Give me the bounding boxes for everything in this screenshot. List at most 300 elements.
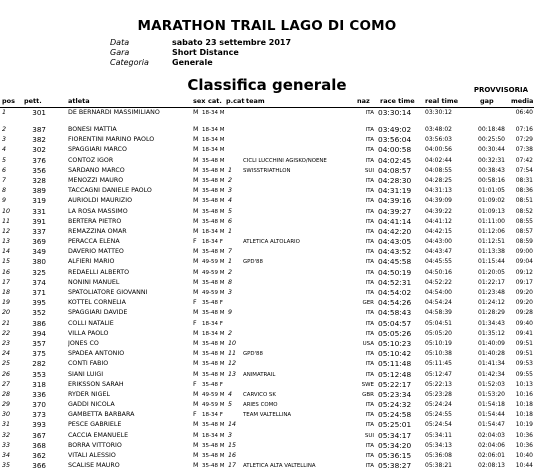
ranking-title: Classifica generale xyxy=(187,76,347,94)
cell-media: 09:12 xyxy=(515,268,533,276)
cell-pcat: 12 xyxy=(228,360,237,368)
cell-pos: 14 xyxy=(2,248,11,256)
cell-cat: 49-59 M xyxy=(202,290,224,296)
cell-cat: 35-48 M xyxy=(202,442,224,449)
cell-sex: M xyxy=(193,329,199,337)
cell-race: 03:56:04 xyxy=(378,135,412,145)
cell-naz: ITA xyxy=(365,463,374,470)
cell-media: 08:31 xyxy=(515,176,533,184)
cell-atleta: JONES CO xyxy=(68,339,99,347)
cell-gap: 01:11:00 xyxy=(478,217,505,225)
cell-atleta: COLLI NATALIE xyxy=(68,319,114,327)
cell-cat: 35-48 M xyxy=(202,279,224,286)
cell-pett: 387 xyxy=(32,125,46,134)
cell-gap: 01:12:51 xyxy=(478,238,505,246)
cell-atleta: CONTI FABIO xyxy=(68,360,109,368)
cell-race: 05:12:48 xyxy=(378,369,412,379)
cell-pett: 382 xyxy=(32,135,46,145)
cell-pett: 325 xyxy=(32,267,46,277)
cell-atleta: TACCAGNI DANIELE PAOLO xyxy=(68,187,152,195)
cell-pcat: 14 xyxy=(228,421,237,429)
cell-pett: 380 xyxy=(32,257,46,267)
table-row xyxy=(0,319,534,329)
cell-pos: 3 xyxy=(2,136,7,144)
cell-atleta: LA ROSA MASSIMO xyxy=(68,207,128,215)
cell-race: 04:58:43 xyxy=(378,308,412,318)
cell-pett: 331 xyxy=(32,206,46,216)
table-row xyxy=(0,227,534,237)
cell-media: 08:51 xyxy=(515,197,533,205)
table-row xyxy=(0,176,534,186)
cell-cat: 18-34 M xyxy=(202,432,224,439)
cell-real: 05:24:54 xyxy=(425,421,452,429)
cell-pett: 362 xyxy=(32,451,46,460)
cell-naz: ITA xyxy=(365,310,374,317)
cell-sex: M xyxy=(193,258,199,266)
cell-pett: 337 xyxy=(32,226,46,236)
cell-race: 05:10:42 xyxy=(378,349,412,359)
cell-real: 04:42:15 xyxy=(425,227,452,235)
table-row xyxy=(0,166,534,176)
cell-pos: 24 xyxy=(2,350,11,358)
cell-race: 05:04:57 xyxy=(378,318,412,328)
cell-sex: M xyxy=(193,431,199,439)
cell-pos: 35 xyxy=(2,462,11,470)
cell-gap: 01:34:43 xyxy=(478,319,505,327)
cell-naz: ITA xyxy=(365,218,374,225)
cell-cat: 35-48 F xyxy=(202,300,223,307)
cell-real: 04:43:47 xyxy=(425,248,452,256)
results-table xyxy=(0,108,534,471)
cell-pcat: 10 xyxy=(228,339,237,347)
cell-race: 05:34:20 xyxy=(378,440,412,450)
cell-naz: GER xyxy=(362,300,374,307)
cell-naz: ITA xyxy=(365,330,374,337)
cell-media: 09:17 xyxy=(515,278,533,286)
cell-sex: M xyxy=(193,339,199,347)
cell-pett: 395 xyxy=(32,298,46,308)
table-row xyxy=(0,257,534,267)
cell-naz: ITA xyxy=(365,239,374,246)
cell-gap: 01:53:20 xyxy=(478,390,505,398)
cell-pett: 389 xyxy=(32,186,46,196)
cell-cat: 35-48 M xyxy=(202,340,224,347)
cell-sex: F xyxy=(193,299,197,307)
cell-pos: 5 xyxy=(2,156,7,164)
cell-pos: 9 xyxy=(2,197,7,205)
cell-gap: 01:54:47 xyxy=(478,421,505,429)
cell-atleta: AURIOLDI MAURIZIO xyxy=(68,197,133,205)
cell-gap: 01:15:44 xyxy=(478,258,505,266)
cell-naz: ITA xyxy=(365,157,374,164)
cell-cat: 35-48 M xyxy=(202,310,224,317)
cell-real: 05:05:20 xyxy=(425,329,452,337)
cell-media: 09:41 xyxy=(515,329,533,337)
cell-naz: ITA xyxy=(365,442,374,449)
cell-race: 03:49:02 xyxy=(378,125,412,134)
cell-pett: 391 xyxy=(32,216,46,226)
cell-atleta: REDAELLI ALBERTO xyxy=(68,268,130,276)
cell-pcat: 1 xyxy=(228,227,233,235)
cell-pos: 1 xyxy=(2,109,7,116)
cell-pett: 368 xyxy=(32,440,46,450)
cell-race: 04:41:14 xyxy=(378,216,412,226)
col-naz: naz xyxy=(357,97,370,105)
cell-sex: M xyxy=(193,217,199,225)
cell-pos: 4 xyxy=(2,146,7,154)
cell-race: 04:39:16 xyxy=(378,196,412,206)
cell-cat: 18-34 M xyxy=(202,147,224,154)
cell-atleta: REMAZZINA OMAR xyxy=(68,227,127,235)
cell-pcat: 17 xyxy=(228,462,237,470)
col-gap: gap xyxy=(480,97,494,105)
cell-gap: 02:04:03 xyxy=(478,431,505,439)
cell-real: 04:43:00 xyxy=(425,238,452,246)
cell-media: 08:59 xyxy=(515,238,533,246)
cell-real: 04:00:56 xyxy=(425,146,452,154)
cell-pett: 328 xyxy=(32,175,46,185)
cell-pett: 374 xyxy=(32,277,46,287)
cell-cat: 18-34 M xyxy=(202,127,224,133)
cell-pos: 11 xyxy=(2,217,11,225)
cell-sex: M xyxy=(193,126,199,133)
cell-pcat: 15 xyxy=(228,441,237,449)
cell-media: 07:42 xyxy=(515,156,533,164)
cell-sex: M xyxy=(193,390,199,398)
meta-value: sabato 23 settembre 2017 xyxy=(172,38,292,47)
cell-race: 03:30:14 xyxy=(378,108,412,117)
table-row xyxy=(0,125,534,135)
cell-gap: 02:08:13 xyxy=(478,462,505,470)
cell-atleta: SARDANO MARCO xyxy=(68,166,125,174)
cell-pos: 6 xyxy=(2,166,7,174)
cell-gap: 02:06:01 xyxy=(478,452,505,459)
cell-sex: M xyxy=(193,350,199,358)
cell-gap: 00:38:43 xyxy=(478,166,505,174)
table-row xyxy=(0,207,534,217)
cell-race: 04:28:30 xyxy=(378,175,412,185)
cell-pos: 27 xyxy=(2,380,11,388)
cell-cat: 35-48 M xyxy=(202,453,224,459)
cell-atleta: ERIKSSON SARAH xyxy=(68,380,124,388)
col-pcat: p.cat xyxy=(226,97,245,105)
provisional-label: PROVVISORIA xyxy=(473,86,528,94)
table-row xyxy=(0,186,534,196)
cell-race: 04:39:27 xyxy=(378,206,412,216)
cell-atleta: KOTTEL CORNELIA xyxy=(68,299,126,307)
cell-atleta: DE BERNARDI MASSIMILIANO xyxy=(68,109,160,116)
cell-sex: M xyxy=(193,227,199,235)
cell-media: 08:52 xyxy=(515,207,533,215)
cell-cat: 18-34 M xyxy=(202,110,224,116)
cell-race: 05:24:58 xyxy=(378,410,412,420)
cell-sex: M xyxy=(193,109,199,116)
cell-naz: ITA xyxy=(365,208,374,215)
cell-pett: 373 xyxy=(32,410,46,420)
cell-real: 04:39:22 xyxy=(425,207,452,215)
table-row xyxy=(0,451,534,461)
col-cat: cat. xyxy=(208,97,222,105)
cell-cat: 35-48 M xyxy=(202,463,224,470)
cell-atleta: SPAGGIARI MARCO xyxy=(68,146,127,154)
table-row xyxy=(0,196,534,206)
cell-naz: ITA xyxy=(365,422,374,429)
cell-cat: 18-34 F xyxy=(202,239,223,246)
cell-gap: 01:23:48 xyxy=(478,289,505,296)
cell-pcat: 2 xyxy=(228,329,233,337)
cell-real: 05:04:51 xyxy=(425,319,452,327)
cell-sex: M xyxy=(193,370,199,378)
cell-pett: 371 xyxy=(32,288,46,297)
cell-race: 04:00:58 xyxy=(378,145,412,155)
cell-media: 10:36 xyxy=(515,431,533,439)
cell-real: 05:34:11 xyxy=(425,431,452,439)
cell-real: 05:10:19 xyxy=(425,339,452,347)
cell-sex: M xyxy=(193,176,199,184)
col-real-time: real time xyxy=(425,97,459,105)
cell-race: 05:24:32 xyxy=(378,400,412,410)
col-media: media xyxy=(511,97,534,105)
cell-media: 09:20 xyxy=(515,299,533,307)
cell-pos: 26 xyxy=(2,370,11,378)
cell-real: 05:24:55 xyxy=(425,411,452,419)
cell-pett: 282 xyxy=(32,359,46,369)
cell-pos: 22 xyxy=(2,329,11,337)
cell-pcat: 3 xyxy=(228,431,233,439)
cell-naz: ITA xyxy=(365,228,374,235)
table-row xyxy=(0,108,534,125)
cell-atleta: BERTERA PIETRO xyxy=(68,217,122,225)
cell-team: SWISSTRIATHLON xyxy=(243,167,291,174)
cell-cat: 18-34 M xyxy=(202,137,224,144)
cell-cat: 49-59 M xyxy=(202,269,224,276)
cell-race: 05:23:34 xyxy=(378,389,412,399)
cell-naz: ITA xyxy=(365,110,374,116)
cell-gap: 01:41:34 xyxy=(478,360,505,368)
cell-pett: 318 xyxy=(32,379,46,389)
cell-media: 07:29 xyxy=(515,136,533,144)
cell-atleta: GAMBETTA BARBARA xyxy=(68,411,135,419)
cell-sex: M xyxy=(193,462,199,470)
cell-sex: F xyxy=(193,411,197,419)
cell-pos: 28 xyxy=(2,390,11,398)
cell-pos: 19 xyxy=(2,299,11,307)
cell-pett: 367 xyxy=(32,430,46,440)
cell-sex: M xyxy=(193,187,199,195)
cell-media: 09:40 xyxy=(515,319,533,327)
col-pos: pos xyxy=(2,97,15,105)
cell-gap: 00:30:44 xyxy=(478,146,505,154)
cell-cat: 35-48 M xyxy=(202,371,224,378)
cell-media: 09:55 xyxy=(515,370,533,378)
cell-atleta: PERACCA ELENA xyxy=(68,238,120,246)
cell-real: 04:02:44 xyxy=(425,156,452,164)
cell-naz: ITA xyxy=(365,127,374,133)
cell-media: 10:16 xyxy=(515,390,533,398)
cell-naz: ITA xyxy=(365,361,374,368)
table-row xyxy=(0,370,534,380)
cell-naz: ITA xyxy=(365,147,374,154)
cell-cat: 35-48 M xyxy=(202,157,224,164)
cell-gap: 00:58:16 xyxy=(478,176,505,184)
cell-pos: 12 xyxy=(2,227,11,235)
cell-pos: 10 xyxy=(2,207,11,215)
cell-real: 05:38:21 xyxy=(425,462,452,470)
cell-pett: 357 xyxy=(32,338,46,348)
cell-pett: 302 xyxy=(32,145,46,155)
cell-pos: 7 xyxy=(2,176,7,184)
cell-gap: 01:22:17 xyxy=(478,278,505,286)
cell-pos: 31 xyxy=(2,421,11,429)
cell-media: 09:53 xyxy=(515,360,533,368)
cell-race: 04:42:20 xyxy=(378,226,412,236)
cell-pos: 16 xyxy=(2,268,11,276)
cell-media: 07:16 xyxy=(515,126,533,133)
cell-gap: 01:12:06 xyxy=(478,227,505,235)
cell-media: 09:51 xyxy=(515,350,533,358)
cell-gap: 02:04:06 xyxy=(478,441,505,449)
cell-sex: M xyxy=(193,278,199,286)
cell-pcat: 4 xyxy=(228,197,233,205)
cell-atleta: RYDER NIGEL xyxy=(68,390,110,398)
cell-atleta: FIORENTINI MARINO PAOLO xyxy=(68,136,155,144)
cell-cat: 35-48 F xyxy=(202,381,223,388)
cell-real: 05:36:08 xyxy=(425,452,452,459)
cell-pos: 17 xyxy=(2,278,11,286)
table-row xyxy=(0,441,534,451)
cell-pcat: 9 xyxy=(228,309,233,317)
cell-gap: 00:25:50 xyxy=(478,136,505,144)
cell-media: 09:28 xyxy=(515,309,533,317)
cell-pett: 393 xyxy=(32,420,46,430)
cell-race: 05:34:17 xyxy=(378,430,412,440)
cell-gap: 01:42:34 xyxy=(478,370,505,378)
cell-atleta: DAVERIO MATTEO xyxy=(68,248,124,256)
cell-race: 05:25:01 xyxy=(378,420,412,430)
cell-atleta: VITALI ALESSIO xyxy=(68,452,116,459)
cell-gap: 01:24:12 xyxy=(478,299,505,307)
meta-value: Short Distance xyxy=(172,48,239,57)
cell-race: 04:54:26 xyxy=(378,298,412,308)
cell-naz: USA xyxy=(362,340,374,347)
cell-pos: 33 xyxy=(2,441,11,449)
cell-sex: M xyxy=(193,401,199,409)
cell-pett: 301 xyxy=(32,108,46,117)
cell-sex: M xyxy=(193,360,199,368)
cell-gap: 01:40:09 xyxy=(478,339,505,347)
cell-pos: 8 xyxy=(2,187,7,195)
cell-cat: 35-48 M xyxy=(202,422,224,429)
race-title: MARATHON TRAIL LAGO DI COMO xyxy=(137,18,397,34)
table-row xyxy=(0,339,534,349)
cell-pcat: 7 xyxy=(228,248,233,256)
cell-gap: 01:09:13 xyxy=(478,207,505,215)
cell-real: 03:48:02 xyxy=(425,126,452,133)
cell-sex: M xyxy=(193,441,199,449)
cell-pos: 2 xyxy=(2,126,7,133)
cell-sex: M xyxy=(193,136,199,144)
cell-naz: SUI xyxy=(364,432,374,439)
cell-team: GPD'88 xyxy=(243,351,263,358)
cell-gap: 01:35:12 xyxy=(478,329,505,337)
cell-atleta: NONINI MANUEL xyxy=(68,278,120,286)
cell-real: 04:45:55 xyxy=(425,258,452,266)
cell-sex: M xyxy=(193,268,199,276)
cell-cat: 18-34 M xyxy=(202,330,224,337)
table-row xyxy=(0,410,534,420)
cell-pos: 29 xyxy=(2,401,11,409)
cell-atleta: SPADEA ANTONIO xyxy=(68,350,125,358)
table-row xyxy=(0,247,534,257)
cell-team: GPD'88 xyxy=(243,259,263,266)
cell-race: 05:10:23 xyxy=(378,338,412,348)
cell-sex: M xyxy=(193,248,199,256)
cell-atleta: SPAGGIARI DAVIDE xyxy=(68,309,128,317)
table-row xyxy=(0,237,534,247)
cell-race: 05:22:17 xyxy=(378,379,412,389)
table-row xyxy=(0,268,534,278)
cell-pcat: 13 xyxy=(228,370,237,378)
cell-real: 05:22:13 xyxy=(425,380,452,388)
cell-sex: M xyxy=(193,421,199,429)
cell-pett: 336 xyxy=(32,389,46,399)
table-row xyxy=(0,156,534,166)
col-race-time: race time xyxy=(380,97,415,105)
cell-race: 04:02:45 xyxy=(378,155,412,165)
cell-race: 04:31:19 xyxy=(378,186,412,196)
col-sex: sex xyxy=(193,97,206,105)
cell-real: 04:31:13 xyxy=(425,187,452,195)
cell-sex: F xyxy=(193,238,197,246)
cell-race: 05:36:15 xyxy=(378,451,412,460)
meta-key: Gara xyxy=(110,48,130,57)
cell-pcat: 3 xyxy=(228,187,233,195)
cell-real: 04:54:24 xyxy=(425,299,452,307)
cell-real: 04:50:16 xyxy=(425,268,452,276)
cell-team: CARVICO SK xyxy=(243,391,276,398)
cell-cat: 18-34 F xyxy=(202,412,223,419)
table-row xyxy=(0,461,534,471)
cell-atleta: SPATOLIATORE GIOVANNI xyxy=(68,289,148,296)
cell-naz: ITA xyxy=(365,412,374,419)
cell-real: 04:08:55 xyxy=(425,166,452,174)
cell-race: 04:50:19 xyxy=(378,267,412,277)
cell-real: 04:58:39 xyxy=(425,309,452,317)
cell-pos: 15 xyxy=(2,258,11,266)
cell-atleta: PESCE GABRIELE xyxy=(68,421,122,429)
table-row xyxy=(0,380,534,390)
cell-pcat: 6 xyxy=(228,217,233,225)
cell-sex: F xyxy=(193,380,197,388)
cell-pcat: 8 xyxy=(228,278,233,286)
cell-gap: 01:54:44 xyxy=(478,411,505,419)
table-row xyxy=(0,145,534,155)
cell-sex: M xyxy=(193,452,199,459)
cell-media: 10:44 xyxy=(515,462,533,470)
cell-team: ARIES COMO xyxy=(243,402,278,409)
cell-pett: 386 xyxy=(32,318,46,328)
cell-pos: 23 xyxy=(2,339,11,347)
cell-cat: 35-48 M xyxy=(202,249,224,256)
cell-team: TEAM VALTELLINA xyxy=(243,412,292,419)
cell-pett: 394 xyxy=(32,328,46,338)
table-row xyxy=(0,349,534,359)
cell-cat: 35-48 M xyxy=(202,167,224,174)
cell-pos: 32 xyxy=(2,431,11,439)
cell-atleta: CACCIA EMANUELE xyxy=(68,431,129,439)
cell-sex: M xyxy=(193,166,199,174)
cell-pos: 18 xyxy=(2,289,11,296)
